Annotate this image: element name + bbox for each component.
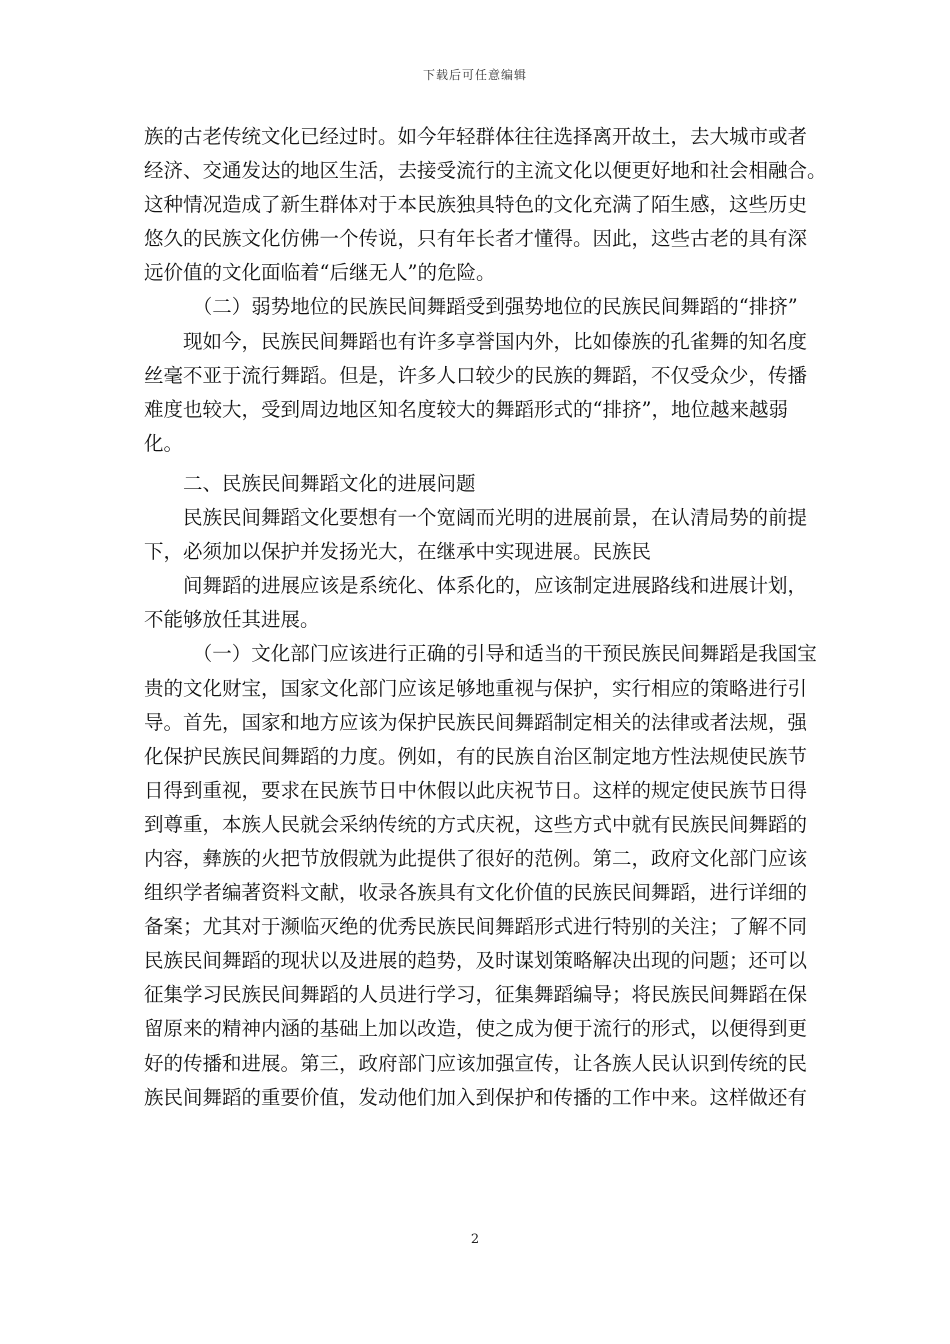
text-line: 难度也较大，受到周边地区知名度较大的舞蹈形式的“排挤”，地位越来越弱 [144, 397, 788, 421]
subheading-2 [144, 290, 820, 324]
paragraph [144, 325, 820, 461]
text-line: （一）文化部门应该进行正确的引导和适当的干预民族民间舞蹈是我国宝 [192, 642, 817, 666]
text-line: 下，必须加以保护并发扬光大，在继承中实现进展。民族民 [144, 540, 652, 564]
text-line: 征集学习民族民间舞蹈的人员进行学习，征集舞蹈编导；将民族民间舞蹈在保 [144, 983, 808, 1007]
text-line: 经济、交通发达的地区生活，去接受流行的主流文化以便更好地和社会相融合。 [144, 159, 827, 183]
text-line: 组织学者编著资料文献，收录各族具有文化价值的民族民间舞蹈，进行详细的 [144, 881, 808, 905]
text-line: 民族民间舞蹈的现状以及进展的趋势，及时谋划策略解决出现的问题；还可以 [144, 949, 808, 973]
text-line: 现如今，民族民间舞蹈也有许多享誉国内外，比如傣族的孔雀舞的知名度 [183, 329, 808, 353]
page-header: 下载后可任意编辑 [422, 68, 527, 82]
text-line: 化。 [144, 431, 184, 455]
paragraph [144, 501, 820, 569]
text-line: 导。首先，国家和地方应该为保护民族民间舞蹈制定相关的法律或者法规，强 [144, 710, 808, 734]
text-line: 贵的文化财宝，国家文化部门应该足够地重视与保护，实行相应的策略进行引 [144, 676, 808, 700]
text-line: 间舞蹈的进展应该是系统化、体系化的，应该制定进展路线和进展计划， [183, 574, 808, 598]
paragraph [144, 637, 820, 1114]
text-line: 族民间舞蹈的重要价值，发动他们加入到保护和传播的工作中来。这样做还有 [144, 1085, 808, 1109]
text-line: 内容，彝族的火把节放假就为此提供了很好的范例。第二，政府文化部门应该 [144, 846, 808, 870]
text-line: 丝毫不亚于流行舞蹈。但是，许多人口较少的民族的舞蹈，不仅受众少，传播 [144, 363, 808, 387]
text-line: 不能够放任其进展。 [144, 608, 320, 632]
section-heading [144, 467, 820, 501]
text-line: 这种情况造成了新生群体对于本民族独具特色的文化充满了陌生感，这些历史 [144, 193, 808, 217]
text-line: 到尊重，本族人民就会采纳传统的方式庆祝，这些方式中就有民族民间舞蹈的 [144, 812, 808, 836]
text-line: 日得到重视，要求在民族节日中休假以此庆祝节日。这样的规定使民族节日得 [144, 778, 808, 802]
text-line: 悠久的民族文化仿佛一个传说，只有年长者才懂得。因此，这些古老的具有深 [144, 227, 808, 251]
text-line: 族的古老传统文化已经过时。如今年轻群体往往选择离开故土，去大城市或者 [144, 125, 808, 148]
document-body [144, 120, 827, 1115]
text-line: 好的传播和进展。第三，政府部门应该加强宣传，让各族人民认识到传统的民 [144, 1051, 808, 1075]
text-line: 民族民间舞蹈文化要想有一个宽阔而光明的进展前景，在认清局势的前提 [183, 506, 808, 530]
text-line: 化保护民族民间舞蹈的力度。例如，有的民族自治区制定地方性法规使民族节 [144, 744, 808, 768]
page-number: 2 [470, 1232, 480, 1247]
paragraph [144, 569, 820, 637]
text-line: 备案；尤其对于濒临灭绝的优秀民族民间舞蹈形式进行特别的关注；了解不同 [144, 915, 808, 939]
paragraph-continued [144, 120, 827, 290]
text-line: 留原来的精神内涵的基础上加以改造，使之成为便于流行的形式，以便得到更 [144, 1017, 808, 1041]
text-line: （二）弱势地位的民族民间舞蹈受到强势地位的民族民间舞蹈的“排挤” [192, 295, 798, 319]
text-line: 二、民族民间舞蹈文化的进展问题 [183, 471, 476, 495]
text-line: 远价值的文化面临着“后继无人”的危险。 [144, 261, 496, 285]
